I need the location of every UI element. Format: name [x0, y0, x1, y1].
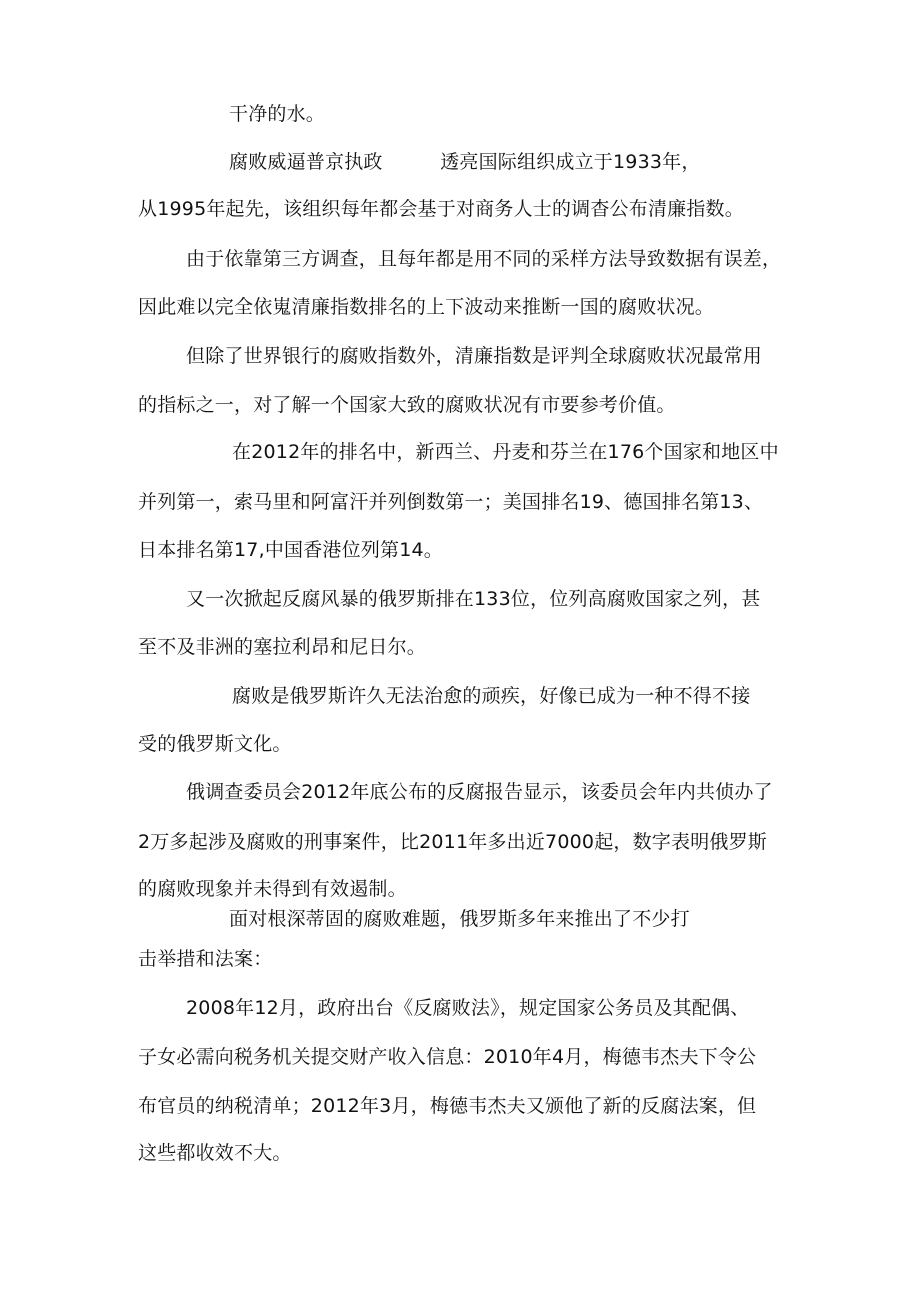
- text-line: 但除了世界银行的腐败指数外，清廉指数是评判全球腐败状况最常用: [186, 345, 763, 367]
- text-line: 又一次掀起反腐风暴的俄罗斯排在133位，位列高腐败国家之列，甚: [186, 588, 761, 610]
- text-line: 因此难以完全依嵬清廉指数排名的上下波动来推断一国的腐败状况。: [138, 296, 715, 318]
- text-line: 至不及非洲的塞拉利昂和尼日尔。: [138, 636, 427, 658]
- text-line: 从1995年起先，该组织每年都会基于对商务人士的调杳公布清廉指数。: [138, 198, 744, 220]
- text-line: 日本排名第17,中国香港位列第14。: [138, 539, 443, 561]
- text-line: 腐败威逼普京执政 透亮国际组织成立于1933年，: [229, 151, 701, 173]
- text-line: 受的俄罗斯文化。: [138, 733, 292, 755]
- text-line: 2万多起涉及腐败的刑事案件，比2011年多出近7000起，数字表明俄罗斯: [138, 831, 767, 853]
- text-line: 并列第一，索马里和阿富汗并列倒数第一；美国排名19、德国排名第13、: [138, 491, 764, 513]
- text-line: 在2012年的排名中，新西兰、丹麦和芬兰在176个国家和地区中: [232, 441, 779, 463]
- text-line: 干净的水。: [229, 103, 326, 125]
- text-line: 面对根深蒂固的腐败难题，俄罗斯多年来推出了不少打: [229, 908, 690, 930]
- text-line: 由于依靠第三方调查，且每年都是用不同的采样方法导致数据有误差，: [186, 248, 782, 270]
- text-line: 击举措和法案：: [138, 948, 273, 970]
- text-line: 子女必需向税务机关提交财产收入信息：2010年4月，梅德韦杰夫下令公: [138, 1046, 757, 1068]
- text-line: 的指标之一，对了解一个国家大致的腐败状况有市要参考价值。: [138, 394, 676, 416]
- text-line: 布官员的纳税清单；2012年3月，梅德韦杰夫又颁他了新的反腐法案，但: [138, 1095, 757, 1117]
- text-line: 2008年12月，政府出台《反腐败法》，规定国家公务员及其配偶、: [186, 997, 750, 1019]
- text-line: 腐败是俄罗斯许久无法治愈的顽疾，好像已成为一种不得不接: [232, 685, 751, 707]
- text-line: 的腐败现象并未得到有效遏制。: [138, 878, 407, 900]
- text-line: 俄调查委员会2012年底公布的反腐报告显示，该委员会年内共侦办了: [186, 781, 773, 803]
- text-line: 这些都收效不大。: [138, 1142, 292, 1164]
